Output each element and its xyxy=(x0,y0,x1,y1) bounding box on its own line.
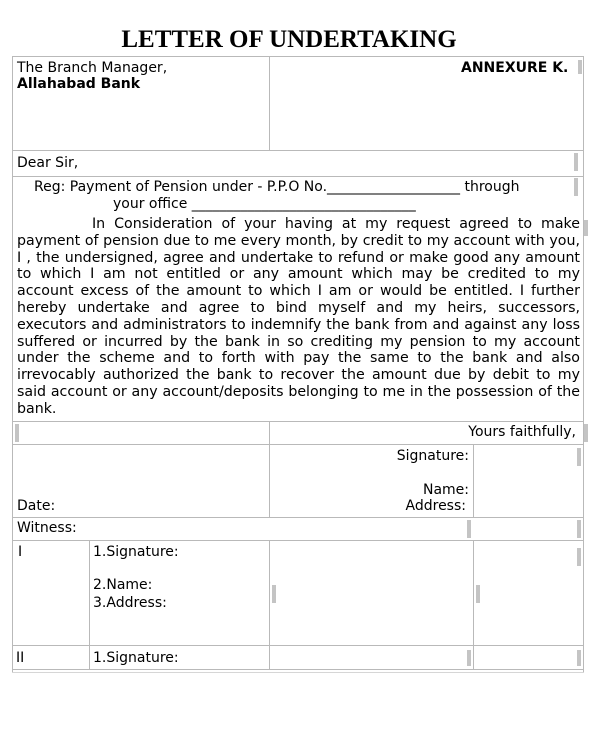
undertaking-text: In Consideration of your having at my request agreed to make payment of pension due to me every month, by credit to my account with you, I , the undersigned, agree and undertake to refund or make good any amount to which I am not entitled or any amount which may be credited to my account excess of the amount to which I am or would be entitled. I further hereby undertake and agree to bind myself and my heirs, successors, executors and administrators to indemnify the bank from and against any loss suffered or incurred by the bank in so crediting my pension to my account under the scheme and to forth with pay the same to the bank and also irrevocably authorized the bank to recover the amount due by debit to my said account or any account/deposits belonging to me in the possession of the bank. xyxy=(17,216,580,417)
document-title: LETTER OF UNDERTAKING xyxy=(121,26,457,53)
witness-number: II xyxy=(16,650,25,666)
witness-signature-label: 1.Signature: xyxy=(93,650,179,666)
signature-label: Signature: xyxy=(396,448,469,464)
recipient-line-1: The Branch Manager, xyxy=(17,60,168,76)
witness-number: I xyxy=(18,544,23,560)
witness-name-label: 2.Name: xyxy=(93,577,153,593)
reg-line-1: Reg: Payment of Pension under - P.P.O No.___________________ through xyxy=(34,179,520,195)
yours-faithfully: Yours faithfully, xyxy=(468,424,576,440)
annexure-label: ANNEXURE K. xyxy=(461,60,569,76)
address-label: Address: xyxy=(405,498,466,514)
salutation: Dear Sir, xyxy=(17,155,79,171)
reg-line-2: your office ________________________________ xyxy=(113,196,416,212)
recipient-line-2: Allahabad Bank xyxy=(17,76,141,92)
name-label: Name: xyxy=(422,482,469,498)
witness-signature-label: 1.Signature: xyxy=(93,544,179,560)
witness-label: Witness: xyxy=(17,520,77,536)
witness-address-label: 3.Address: xyxy=(93,595,167,611)
date-label: Date: xyxy=(17,498,56,514)
undertaking-paragraph xyxy=(17,216,580,418)
